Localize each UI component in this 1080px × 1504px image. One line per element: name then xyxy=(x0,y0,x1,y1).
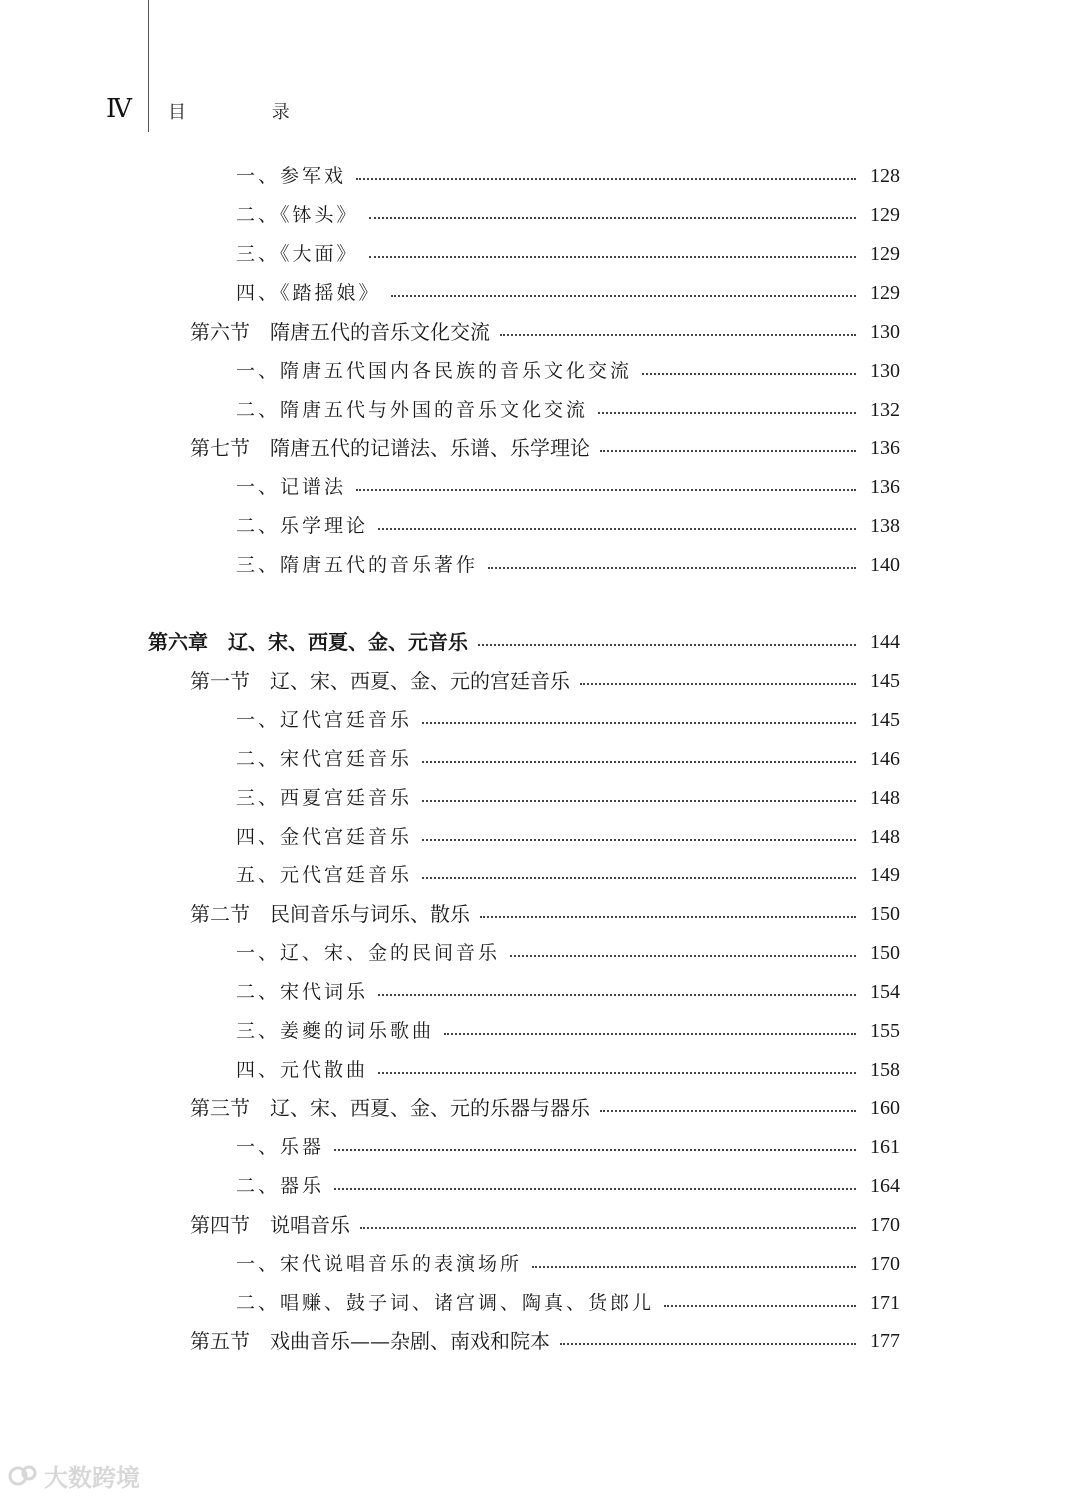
toc-entry-page: 155 xyxy=(870,1020,900,1042)
toc-entry-title: 一、参军戏 xyxy=(236,165,347,187)
dot-leader xyxy=(598,412,856,414)
toc-entry[interactable] xyxy=(236,352,900,391)
toc-entry-title: 二、隋唐五代与外国的音乐文化交流 xyxy=(236,399,589,421)
toc-entry[interactable] xyxy=(236,779,900,818)
toc-entry-title: 二、《钵头》 xyxy=(236,204,359,226)
dot-leader xyxy=(532,1266,856,1268)
toc-entry-page: 161 xyxy=(870,1136,900,1158)
toc-entry[interactable] xyxy=(236,934,900,973)
watermark-text: 大数跨境 xyxy=(44,1464,140,1492)
toc-section-title: 第六节 隋唐五代的音乐文化交流 xyxy=(190,320,490,344)
dot-leader xyxy=(422,722,856,724)
toc-section-page: 177 xyxy=(870,1330,900,1352)
toc-entry-title: 一、记谱法 xyxy=(236,476,347,498)
page-number: Ⅳ xyxy=(106,94,131,123)
toc-entry-title: 三、西夏宫廷音乐 xyxy=(236,787,413,809)
dot-leader xyxy=(600,450,856,452)
toc-entry-title: 二、乐学理论 xyxy=(236,515,369,537)
toc-section-title: 第四节 说唱音乐 xyxy=(190,1213,350,1237)
dot-leader xyxy=(422,800,856,802)
toc-entry-page: 130 xyxy=(870,360,900,382)
toc-entry[interactable] xyxy=(236,1051,900,1090)
toc-entry[interactable] xyxy=(236,507,900,546)
toc-entry[interactable] xyxy=(236,196,900,235)
toc-entry-page: 148 xyxy=(870,787,900,809)
toc-entry[interactable] xyxy=(236,468,900,507)
toc-entry-page: 154 xyxy=(870,981,900,1003)
watermark-logo-icon xyxy=(8,1463,38,1489)
dot-leader xyxy=(480,916,856,918)
toc-entry-title: 一、辽代宫廷音乐 xyxy=(236,709,413,731)
toc-section-page: 160 xyxy=(870,1097,900,1119)
toc-entry[interactable] xyxy=(236,391,900,430)
dot-leader xyxy=(422,761,856,763)
toc-entry[interactable] xyxy=(236,1012,900,1051)
toc-entry[interactable] xyxy=(236,1128,900,1167)
dot-leader xyxy=(334,1149,856,1151)
toc-entry-page: 138 xyxy=(870,515,900,537)
toc-entry-title: 四、《踏摇娘》 xyxy=(236,282,381,304)
toc-entry-page: 129 xyxy=(870,243,900,265)
dot-leader xyxy=(444,1033,856,1035)
toc-entry-page: 132 xyxy=(870,399,900,421)
dot-leader xyxy=(422,839,856,841)
toc-entry-title: 三、《大面》 xyxy=(236,243,359,265)
toc-entry-title: 二、唱赚、鼓子词、诸宫调、陶真、货郎儿 xyxy=(236,1292,655,1314)
header-divider-line xyxy=(148,0,149,132)
toc-section-page: 145 xyxy=(870,670,900,692)
toc-section[interactable] xyxy=(190,895,900,934)
toc-entry[interactable] xyxy=(236,1284,900,1323)
dot-leader xyxy=(600,1110,856,1112)
toc-entry-title: 四、金代宫廷音乐 xyxy=(236,826,413,848)
dot-leader xyxy=(500,334,856,336)
toc-entry[interactable] xyxy=(236,818,900,857)
toc-section[interactable] xyxy=(190,1206,900,1245)
toc-chapter-page: 144 xyxy=(870,631,900,653)
toc-section-page: 150 xyxy=(870,903,900,925)
toc-section-title: 第一节 辽、宋、西夏、金、元的宫廷音乐 xyxy=(190,669,570,693)
toc-entry[interactable] xyxy=(236,973,900,1012)
dot-leader xyxy=(378,1072,856,1074)
dot-leader xyxy=(510,955,856,957)
toc-section[interactable] xyxy=(190,429,900,468)
toc-section-page: 136 xyxy=(870,437,900,459)
toc-entry-title: 一、乐器 xyxy=(236,1136,325,1158)
toc-entry-page: 129 xyxy=(870,282,900,304)
toc-entry-title: 三、隋唐五代的音乐著作 xyxy=(236,554,479,576)
toc-entry[interactable] xyxy=(236,235,900,274)
toc-entry-title: 五、元代宫廷音乐 xyxy=(236,864,413,886)
dot-leader xyxy=(369,217,856,219)
dot-leader xyxy=(580,683,856,685)
dot-leader xyxy=(664,1305,856,1307)
toc-entry-title: 二、宋代词乐 xyxy=(236,981,369,1003)
toc-entry[interactable] xyxy=(236,274,900,313)
toc-entry-page: 129 xyxy=(870,204,900,226)
toc-entry-page: 149 xyxy=(870,864,900,886)
toc-chapter-title: 第六章 辽、宋、西夏、金、元音乐 xyxy=(148,630,468,654)
toc-entry-page: 170 xyxy=(870,1253,900,1275)
toc-entry[interactable] xyxy=(236,701,900,740)
toc-entry[interactable] xyxy=(236,546,900,585)
toc-entry[interactable] xyxy=(236,1245,900,1284)
toc-entry-title: 一、辽、宋、金的民间音乐 xyxy=(236,942,501,964)
toc-entry-page: 148 xyxy=(870,826,900,848)
toc-entry[interactable] xyxy=(236,1167,900,1206)
dot-leader xyxy=(360,1227,856,1229)
dot-leader xyxy=(334,1188,856,1190)
dot-leader xyxy=(642,373,856,375)
dot-leader xyxy=(356,178,856,180)
toc-section-title: 第二节 民间音乐与词乐、散乐 xyxy=(190,902,470,926)
running-header-title: 目 录 xyxy=(168,102,330,123)
toc-entry-title: 一、宋代说唱音乐的表演场所 xyxy=(236,1253,523,1275)
toc-entry[interactable] xyxy=(236,856,900,895)
toc-section[interactable] xyxy=(190,662,900,701)
toc-section[interactable] xyxy=(190,313,900,352)
dot-leader xyxy=(488,567,856,569)
toc-section[interactable] xyxy=(190,1322,900,1361)
dot-leader xyxy=(391,295,856,297)
toc-entry-title: 三、姜夔的词乐歌曲 xyxy=(236,1020,435,1042)
toc-entry-page: 158 xyxy=(870,1059,900,1081)
toc-entry-title: 二、宋代宫廷音乐 xyxy=(236,748,413,770)
toc-entry[interactable] xyxy=(236,740,900,779)
toc-chapter[interactable] xyxy=(148,623,900,662)
dot-leader xyxy=(560,1343,856,1345)
toc-entry-page: 150 xyxy=(870,942,900,964)
watermark xyxy=(8,1458,140,1493)
toc-entry[interactable] xyxy=(236,157,900,196)
toc-entry-page: 146 xyxy=(870,748,900,770)
toc-entry-title: 四、元代散曲 xyxy=(236,1059,369,1081)
dot-leader xyxy=(378,994,856,996)
toc-entry-title: 一、隋唐五代国内各民族的音乐文化交流 xyxy=(236,360,633,382)
dot-leader xyxy=(422,877,856,879)
dot-leader xyxy=(369,256,856,258)
dot-leader xyxy=(356,489,856,491)
dot-leader xyxy=(478,644,856,646)
toc-entry-page: 164 xyxy=(870,1175,900,1197)
toc-entry-page: 140 xyxy=(870,554,900,576)
toc-entry-title: 二、器乐 xyxy=(236,1175,325,1197)
toc-section[interactable] xyxy=(190,1089,900,1128)
toc-section-page: 170 xyxy=(870,1214,900,1236)
toc-entry-page: 136 xyxy=(870,476,900,498)
toc-section-title: 第五节 戏曲音乐——杂剧、南戏和院本 xyxy=(190,1329,550,1353)
toc-section-page: 130 xyxy=(870,321,900,343)
toc-entry-page: 171 xyxy=(870,1292,900,1314)
toc-entry-page: 128 xyxy=(870,165,900,187)
dot-leader xyxy=(378,528,856,530)
toc-section-title: 第七节 隋唐五代的记谱法、乐谱、乐学理论 xyxy=(190,436,590,460)
toc-entry-page: 145 xyxy=(870,709,900,731)
toc-section-title: 第三节 辽、宋、西夏、金、元的乐器与器乐 xyxy=(190,1096,590,1120)
